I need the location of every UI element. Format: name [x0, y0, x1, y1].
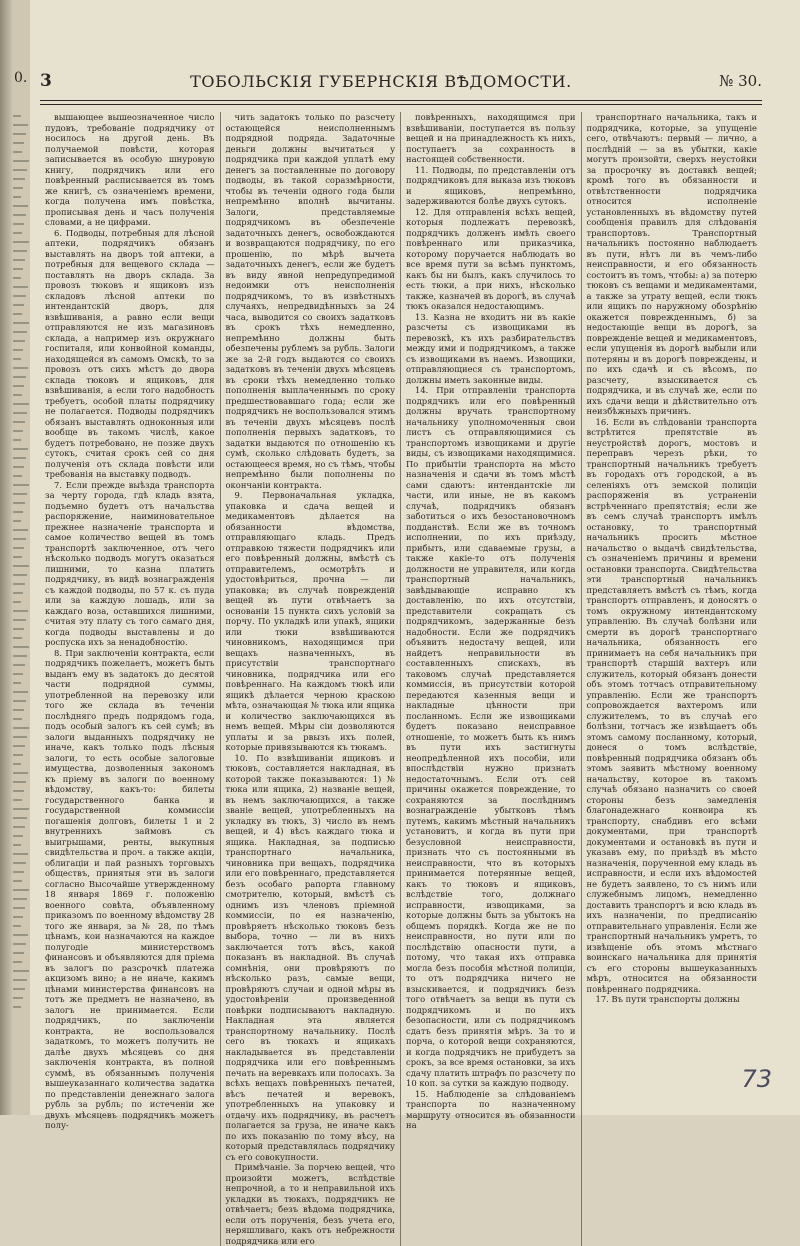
- edge-line: [13, 628, 24, 630]
- edge-line: [13, 178, 25, 180]
- edge-line: [13, 421, 25, 423]
- edge-line: [13, 925, 21, 927]
- page-header: [40, 64, 762, 98]
- edge-line: [13, 115, 21, 117]
- edge-line: [13, 223, 24, 225]
- edge-line: [13, 655, 27, 657]
- edge-line: [13, 385, 24, 387]
- edge-line: [13, 286, 28, 288]
- edge-line: [13, 736, 27, 738]
- paragraph: вышающее вышеозначенное число пудовъ, требованіе подрядчику от носилось на другой день. Въ получаемой повѣсти, которая записывается въ особую шнуровую книгу, подрядчикъ или его повѣренный расписывается въ томъ же книгѣ, съ означеніемъ времени, когда получена имъ повѣстка, прописывая день и часъ полученія словами, а не цифрами.: [45, 112, 215, 227]
- edge-line: [13, 466, 24, 468]
- edge-line: [13, 862, 26, 864]
- edge-line: [13, 934, 28, 936]
- edge-line: [13, 349, 23, 351]
- newspaper-title: ТОБОЛЬСКІЯ ГУБЕРНСКІЯ ВѢДОМОСТИ.: [190, 71, 572, 91]
- column-3: [401, 112, 582, 1246]
- edge-line: [13, 754, 23, 756]
- edge-line: [13, 763, 21, 765]
- edge-line: [13, 484, 29, 486]
- edge-text-lines: [13, 115, 29, 1015]
- edge-line: [13, 511, 23, 513]
- edge-line: [13, 331, 27, 333]
- edge-line: [13, 772, 28, 774]
- edge-line: [13, 322, 29, 324]
- text-columns: [40, 112, 762, 1246]
- edge-line: [13, 898, 27, 900]
- paragraph: транспортнаго начальника, такъ и подрядчика, которые, за упущеніе сего, отвѣчаютъ: первый — лично, а послѣдній — за въ убытки, какіе могутъ произойти, сверхъ неустойки за просрочку въ доставкѣ вещей; кромѣ того въ обязанности и отвѣтственности подрядчика относится исполненіе установленныхъ въ вѣдомству путей сообщенія правилъ для слѣдованія транспортовъ. Транспортный начальникъ постоянно наблюдаетъ въ пути, нѣтъ ли въ чемъ-либо неисправности, и его обязанность состоитъ въ томъ, чтобы: а) за потерю тюковъ съ вещами и медикаментами, а также за утрату вещей, если тюкъ или ящикъ по наружному обозрѣнію окажется поврежденнымъ, б) за недостающіе вещи въ дорогѣ, за поврежденіе вещей и медикаментовъ, если упущенія въ дорогѣ выбыли или потеряны и въ дорогѣ повреждены, и по ихъ сдачѣ и съ вѣсомъ, по разсчету, взыскивается съ подрядчика, и въ случаѣ же, если по ихъ сдачи вещи и дѣйствительно отъ неизбѣжныхъ причинъ.: [586, 112, 757, 416]
- edge-line: [13, 853, 28, 855]
- edge-line: [13, 529, 28, 531]
- paragraph: 6. Подводы, потребныя для лѣсной аптеки, подрядчикъ обязанъ выставлять на дворъ той аптеки, а потребныя для вещевого склада — поставлять на дворъ склада. За провозъ тюковъ и ящиковъ изъ складовъ лѣсной аптеки по интендантскій дворъ, для взвѣшиванія, а равно если вещи отправляются не изъ магазиновъ склада, а например изъ окружнаго госпиталя, или конвойной команды, находящейся въ самомъ Омскѣ, то за провозъ отъ сихъ мѣстъ до двора склада тюковъ и ящиковъ, для взвѣшиванія, а если того надобность требуетъ, особой платы подрядчику не полагается. Подводы подрядчикъ обязанъ выставлять одноконныя или вообще въ такомъ числѣ, какое будетъ потребовано, не позже двухъ сутокъ, считая срокъ сей со дня полученія отъ склада повѣсти или требованія на выставку подводъ.: [45, 227, 215, 479]
- edge-line: [13, 394, 22, 396]
- book-binding: [0, 0, 12, 1115]
- column-4: [582, 112, 763, 1246]
- edge-line: [13, 646, 29, 648]
- edge-line: [13, 367, 28, 369]
- edge-line: [13, 952, 24, 954]
- edge-line: [13, 124, 28, 126]
- edge-line: [13, 664, 25, 666]
- edge-line: [13, 313, 22, 315]
- edge-line: [13, 340, 25, 342]
- handwritten-page-mark: 73: [741, 1065, 772, 1093]
- edge-line: [13, 187, 23, 189]
- edge-line: [13, 916, 23, 918]
- header-rule: [40, 100, 762, 101]
- edge-line: [13, 826, 25, 828]
- paragraph: 16. Если въ слѣдованіи транспорта встрѣтится препятствіе въ неустройствѣ дорогъ, мостовъ и переправъ черезъ рѣки, то транспортный начальникъ требуетъ въ городахъ отъ городской, а въ селеніяхъ отъ земской полиціи распоряженія въ устраненіи встрѣченнаго препятствія; если же въ семъ случаѣ транспортъ имѣлъ остановку, то транспортный начальникъ просить мѣстное начальство о выдачѣ свидѣтельства, съ означеніемъ причины и времени остановки транспорта. Свидѣтельства эти транспортный начальникъ представляетъ вмѣстѣ съ тѣмъ, когда транспортъ отправленъ, и доносятъ о томъ окружному интендантскому управленію. Въ случаѣ болѣзни или смерти въ дорогѣ транспортнаго начальника, обязанность его принимаетъ на себя начальникъ при транспортѣ старшій вахтеръ или служитель, который обязанъ донести объ этомъ тотчасъ отправительному управленію. Если же транспортъ сопровождается вахтеромъ или служителемъ, то въ случаѣ его болѣзни, тотчасъ же извѣщаетъ объ этомъ самому посланному, который, донеся о томъ вслѣдствіе, повѣренный подрядчика обязанъ объ этомъ заявить мѣстному военному начальству, которое въ такомъ случаѣ обязано назначить со своей стороны безъ замедленія благонадежнаго конвоира къ транспорту, снабдивъ его всѣми документами, при транспортѣ документами и остановкѣ въ пути и указавъ ему, по приѣздѣ въ мѣсто назначенія, порученной ему кладь въ исправности, и если ихъ вѣдомостей не будетъ заявлено, то съ нимъ или служебнымъ лицомъ, немедленно доставить транспортъ и всю кладь въ ихъ назначеніи, по предписанію отправительнаго управленія. Если же транспортный начальникъ умретъ, то извѣщеніе объ этомъ мѣстнаго воинскаго начальника для принятія съ его стороны вышеуказанныхъ мѣръ, относится на обязанности повѣреннаго подрядчика.: [586, 416, 757, 994]
- edge-line: [13, 745, 25, 747]
- edge-line: [13, 601, 21, 603]
- edge-line: [13, 727, 29, 729]
- edge-line: [13, 781, 26, 783]
- edge-line: [13, 943, 26, 945]
- edge-line: [13, 538, 26, 540]
- edge-line: [13, 1006, 21, 1008]
- edge-line: [13, 889, 29, 891]
- edge-line: [13, 493, 27, 495]
- edge-line: [13, 682, 21, 684]
- column-1: [40, 112, 221, 1246]
- issue-number: № 30.: [719, 72, 762, 90]
- edge-line: [13, 376, 26, 378]
- paragraph: Примѣчаніе. За порчею вещей, что произойти можетъ, вслѣдствіе непрочной, а то и неправильной ихъ укладки въ тюкахъ, подрядчикъ не отвѣчаетъ; безъ вѣдома подрядчика, если отъ порученія, безъ учета его, неряшливаго, какъ отъ небрежности подрядчика или его: [225, 1162, 395, 1246]
- paragraph: 12. Для отправленія всѣхъ вещей, которыя подлежатъ перевозкѣ, подрядчикъ долженъ имѣть своего повѣреннаго или приказчика, которому поручается наблюдать во все время пути за всѣмъ пунктомъ, какъ бы ни былъ, какъ случилось то есть тюки, а при нихъ, нѣсколько также, казначей въ дорогѣ, въ случаѣ тюкъ оказался недостающимъ.: [406, 206, 576, 311]
- edge-line: [13, 520, 21, 522]
- edge-line: [13, 970, 29, 972]
- edge-line: [13, 232, 22, 234]
- edge-line: [13, 961, 22, 963]
- edge-line: [13, 808, 29, 810]
- edge-line: [13, 295, 26, 297]
- edge-line: [13, 619, 26, 621]
- edge-line: [13, 259, 25, 261]
- edge-line: [13, 844, 21, 846]
- edge-line: [13, 835, 23, 837]
- edge-line: [13, 592, 23, 594]
- paragraph: 15. Наблюденіе за слѣдованіемъ транспорта по назначенному маршруту относится въ обязанности на: [406, 1088, 576, 1130]
- edge-line: [13, 988, 25, 990]
- edge-line: [13, 709, 24, 711]
- page-number: 3: [40, 71, 52, 91]
- paragraph: 17. Въ пути транспорты должны: [595, 994, 740, 1004]
- paragraph: 9. Первоначальная укладка, упаковка и сдача вещей и медикаментовъ дѣлается на обязанности вѣдомства, отправляющаго кладь. Предъ отправкою тяжести подрядчикъ или его повѣренный должны, вмѣстѣ съ отправителемъ, осмотрѣть и удостовѣриться, прочна — ли упаковка; въ случаѣ поврежденій вещей въ пути отвѣчаетъ за основаніи 15 пункта сихъ условій за порчу. По укладкѣ или упакѣ, ящики или тюки взвѣшиваются чиновникомъ, находящимся при вещахъ назначенныхъ, въ присутствіи транспортнаго чиновника, подрядчика или его повѣреннаго. На каждомъ тюкѣ или ящикѣ дѣлается черною краскою мѣта, означающая № тюка или ящика и количество заключающихся въ немъ вещей. Мѣры сіи дозволяются уплаты и за рвызъ ихъ полей, которые привязываются къ тюкамъ.: [225, 490, 395, 752]
- edge-line: [13, 718, 22, 720]
- edge-line: [13, 871, 24, 873]
- paragraph: 11. Подводы, по представленіи отъ подрядчиковъ для выказа изъ тюковъ и ящиковъ, непремѣнно, задерживаются болѣе двухъ сутокъ.: [406, 164, 576, 206]
- edge-line: [13, 169, 27, 171]
- edge-line: [13, 439, 21, 441]
- edge-line: [13, 565, 29, 567]
- previous-page-edge: [12, 0, 31, 1115]
- paragraph: чить задатокъ только по разсчету остающейся неисполненнымъ подрядной подряда. Задаточные деньги должны вычитаться у подрядчика при каждой уплатѣ ему денегъ за поставленные по договору подводы, въ такой соразмѣрности, чтобы въ теченіи одного года были непремѣнно вполнѣ вычитаны. Залоги, представляемые подрядчикомъ въ обезпеченіе задаточныхъ денегъ, освобождаются и возвращаются подрядчику, по его прошенію, по мѣрѣ вычета задаточныхъ денегъ, если же будетъ въ виду явной непредупредимой недоимки отъ неисполненія подрядчикомъ, то въ извѣстныхъ случаяхъ, непредвидѣнныхъ за 24 часа, выводится со своихъ задатковъ въ срокъ тѣхъ немедленно, непремѣнно должны быть обезпечены рублемъ за рубль. Залоги же за 2-й годъ выдаются со своихъ задатковъ въ теченіи двухъ мѣсяцевъ въ сроки тѣхъ немедленно только пополненія выплаченнымъ по сроку предшествовавшаго года; если же подрядчикъ не воспользовался этимъ въ теченіи двухъ мѣсяцевъ послѣ пополненія первыхъ задатковъ, то задатки выдаются по отношенію къ сумѣ, сколько слѣдовать будетъ, за остающееся время, но съ тѣмъ, чтобы непремѣнно были пополнены по окончаніи контракта.: [225, 112, 395, 490]
- edge-line: [13, 637, 22, 639]
- header-rule-thin: [40, 104, 762, 105]
- edge-line: [13, 547, 24, 549]
- edge-line: [13, 214, 26, 216]
- edge-line: [13, 403, 29, 405]
- edge-line: [13, 205, 28, 207]
- edge-line: [13, 142, 24, 144]
- edge-line: [13, 700, 26, 702]
- edge-line: [13, 412, 27, 414]
- edge-line: [13, 880, 22, 882]
- paragraph: 14. При отправленіи транспорта подрядчикъ или его повѣренный должны вручать транспортному начальнику уполномоченныя свои листъ съ отправляющимися съ транспортомъ извощиками и другіе виды, съ извощиками находящимися. По прибытіи транспорта на мѣсто назначенія и сдачи въ томъ мѣстѣ сами сдаютъ: интендантскіе ли части, или иные, не въ какомъ случаѣ, подрядчикъ обязанъ заботиться о ихъ безостановочномъ подданствѣ. Если же въ точномъ исполнении, по ихъ приѣзду, прибыть, или сдаваемые грузы, а также какіе-то отъ полученія должности не управителя, или когда транспортный начальникъ, завѣдывающіе исправно къ доставленію, по ихъ отсутствіи, представители сокращать съ подрядчикомъ, задержанные безъ надобности. Если же подрядчикъ объявитъ недостачу вещей, или найдетъ неправильности въ составленныхъ спискахъ, въ таковомъ случаѣ представляется коммиссія, въ присутствіи которой передаются казенныя вещи и накладные цѣнности при посланномъ. Если же извощиками будетъ показано неисправное отношеніе, то можетъ быть къ нимъ въ пути ихъ застигнуты неопредѣленной ихъ пособіи, или впослѣдствіи нужно признать недостаточнымъ. Если отъ сей причины окажется повреждение, то сохраняются за послѣднимъ вознагражденіе убытковъ тѣмъ путемъ, какимъ мѣстный начальникъ установитъ, и когда въ пути при безусловной неисправности, признать что съ постоянными въ неисправности, что въ которыхъ принимается потерянные вещей, какъ то тюковъ и ящиковъ, вслѣдствіе того, должнаго исправности, извощиками, за которые должны быть за убытокъ на общемъ порядкѣ. Когда же не по неисправности, но пути или по послѣдствію опасности пути, а потому, что такая ихъ отправка могла безъ пособія мѣстной полиціи, то отъ подрядчика ничего не взыскивается, и подрядчикъ безъ того отвѣчаетъ за вещи въ пути съ подрядчикомъ и по ихъ безопасности, или съ подрядчикомъ сдатъ безъ принятія мѣръ. За то и порча, о которой вещи сохраняются, и когда подрядчикъ не прибудетъ за срокъ, за все время остановки, за ихъ сдачу платить штрафъ по разсчету по 10 коп. за сутки за каждую подводу.: [406, 385, 576, 1088]
- edge-line: [13, 997, 23, 999]
- edge-line: [13, 979, 27, 981]
- newspaper-page: [30, 0, 800, 1246]
- edge-line: [13, 277, 21, 279]
- paragraph: 8. При заключеніи контракта, если подрядчикъ пожелаетъ, можетъ быть выданъ ему въ задатокъ до десятой части подрядной суммы, употребленной на перевозку или того же склада въ теченіи послѣдняго предъ подрядомъ года, подъ особый залогъ къ сей сумѣ; въ залоги выданныхъ подрядчику не иначе, какъ только подъ лѣсныя залоги, то есть особые залоговые имущества, дозволенныя закономъ къ пріему въ залоги по военному вѣдомству, какъ-то: билеты государственного банка и государственной коммиссіи погашенія долговъ, билеты 1 и 2 внутреннихъ займовъ съ выигрышами, ренты, выкупныя свидѣтельства и проч. а также акціи, облигаціи и пай разныхъ торговыхъ обществъ, принятыя эти въ залоги согласно Высочайше утвержденному 18 января 1869 г. положенію военного совѣта, объявленному приказомъ по военному вѣдомству 28 того же января, за № 28, по тѣмъ цѣнамъ, кои назначаются на каждое полугодіе министерствомъ финансовъ и объявляются для пріема въ залогъ по разсрочкѣ платежа акцизомъ вино; а не иначе, какимъ цѣнами министерства финансовъ на тотъ же предметъ не назначено, въ залогъ не принимается. Если подрядчикъ, по заключеніи контракта, не воспользовался задаткомъ, то можетъ получить не далѣе двухъ мѣсяцевъ со дня заключенія контракта, въ полной суммѣ, въ обязаннымъ полученія вышеуказаннаго количества задатка по представленіи денежнаго залога рубль за рубль; по истеченіи же двухъ мѣсяцевъ подрядчикъ можетъ полу-: [45, 647, 215, 1130]
- edge-line: [13, 196, 21, 198]
- edge-line: [13, 133, 26, 135]
- edge-line: [13, 610, 28, 612]
- edge-line: [13, 151, 22, 153]
- edge-line: [13, 358, 21, 360]
- paragraph: 7. Если прежде выѣзда транспорта за черту города, гдѣ кладь взята, подъемно будетъ отъ начальства распоряжение, наиминовательное прежнее назначеніе транспорта и самое количество вещей въ томъ транспортѣ заключенное, отъ чего нѣсколько подводъ могутъ оказаться лишними, то казна платить подрядчику, въ видѣ вознагражденія съ каждой подводы, по 57 к. съ пуда или за каждую лошадь, или за каждаго воза, оставшихся лишними, считая эту плату съ того самаго дня, когда подводы выставлены и до роспуска ихъ за ненадобностію.: [45, 479, 215, 647]
- edge-line: [13, 817, 27, 819]
- paragraph: 13. Казна не входитъ ни въ какіе разсчеты съ извощиками въ перевозкѣ, къ ихъ разбирательствъ между ими и подрядчикомъ, а также съ извощиками въ наемъ. Извощики, отправляющиеся съ транспортомъ, должны иметь законные виды.: [406, 311, 576, 385]
- column-2: [221, 112, 402, 1246]
- edge-line: [13, 583, 25, 585]
- edge-line: [13, 160, 29, 162]
- edge-line: [13, 502, 25, 504]
- edge-line: [13, 241, 29, 243]
- edge-page-fragment: 0.: [14, 70, 28, 86]
- edge-line: [13, 907, 25, 909]
- paragraph: 10. По взвѣшиваніи ящиковъ и тюковъ, составляется накладная, въ которой также показываются: 1) № тюка или ящика, 2) названіе вещей, въ немъ заключающихся, а также званіе вещей, употребленныхъ на укладку въ тюкъ, 3) число въ немъ вещей, и 4) вѣсъ каждаго тюка и ящика. Накладная, за подписью транспортнаго начальника, чиновника при вещахъ, подрядчика или его повѣреннаго, представляется безъ особаго рапорта главному смотрителю, который, вмѣстѣ съ однимъ изъ членовъ пріемной коммиссіи, по ея назначенію, провѣряетъ нѣсколько тюковъ безъ выбора, точно — ли въ нихъ заключается тотъ вѣсъ, какой показанъ въ накладной. Въ случаѣ сомнѣнія, они провѣряютъ по нѣсколько разъ, самые вещи, провѣряютъ случаи и одной мѣры въ удостовѣреніи произведенной повѣрки подписываютъ накладную. Накладная эта является транспортному начальнику. Послѣ сего въ тюкахъ и ящикахъ накладывается въ представленіи подрядчика или его повѣреннымъ печать на веревкахъ или полосахъ. За всѣхъ вещахъ повѣренныхъ печатей, вѣсъ печатей и веревокъ, употребленныхъ на упаковку и отдачу ихъ подрядчику, въ расчетъ полагается за груза, не иначе какъ по ихъ показанію по тому вѣсу, на который представлялась подрядчику съ его совокупности.: [225, 752, 395, 1162]
- edge-line: [13, 448, 28, 450]
- edge-line: [13, 799, 22, 801]
- edge-line: [13, 475, 22, 477]
- edge-line: [13, 691, 28, 693]
- edge-line: [13, 574, 27, 576]
- edge-line: [13, 673, 23, 675]
- edge-line: [13, 457, 26, 459]
- edge-line: [13, 304, 24, 306]
- edge-line: [13, 268, 23, 270]
- edge-line: [13, 430, 23, 432]
- edge-line: [13, 250, 27, 252]
- paragraph: повѣренныхъ, находящимся при взвѣшиваніи, поступается въ пользу вещей и на принадлежность къ нихъ, поступаетъ за сохранность в настоящей собственности.: [406, 112, 576, 164]
- edge-line: [13, 790, 24, 792]
- edge-line: [13, 556, 22, 558]
